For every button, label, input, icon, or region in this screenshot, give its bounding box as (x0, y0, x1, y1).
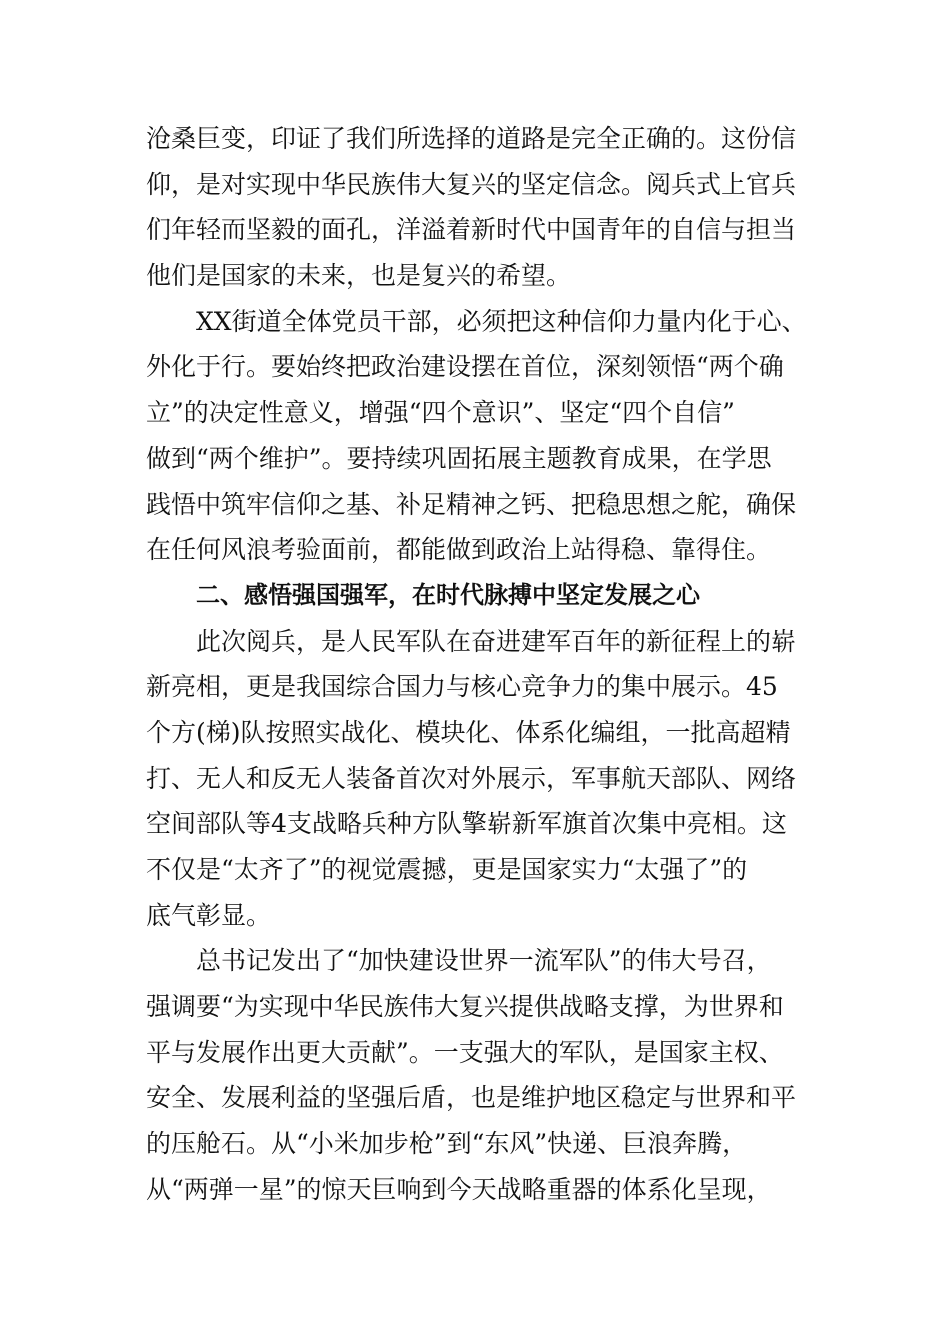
text-line: 总书记发出了“加快建设世界一流军队”的伟大号召， (196, 946, 772, 976)
text-line: 新亮相，更是我国综合国力与核心竞争力的集中展示。45 (146, 672, 778, 702)
text-line: 空间部队等4支战略兵种方队擎崭新军旗首次集中亮相。这 (146, 809, 787, 839)
text-line: 仰，是对实现中华民族伟大复兴的坚定信念。阅兵式上官兵 (146, 169, 797, 199)
text-line: 沧桑巨变，印证了我们所选择的道路是完全正确的。这份信 (146, 124, 797, 153)
text-line: 们年轻而坚毅的面孔，洋溢着新时代中国青年的自信与担当 (146, 215, 797, 245)
text-line: 平与发展作出更大贡献”。一支强大的军队，是国家主权、 (146, 1037, 784, 1067)
paragraph-world-class-army (146, 938, 810, 1212)
document-body (146, 116, 810, 1213)
text-line: 他们是国家的未来，也是复兴的希望。 (146, 261, 572, 291)
text-line: 打、无人和反无人装备首次对外展示，军事航天部队、网络 (146, 763, 797, 793)
section-heading: 二、感悟强国强军，在时代脉搏中坚定发展之心 (196, 580, 700, 609)
paragraph-belief-continued (146, 116, 810, 299)
text-line: 外化于行。要始终把政治建设摆在首位，深刻领悟“两个确 (146, 352, 784, 382)
text-line: XX街道全体党员干部，必须把这种信仰力量内化于心、 (196, 306, 807, 336)
text-line: 从“两弹一星”的惊天巨响到今天战略重器的体系化呈现， (146, 1174, 772, 1204)
text-line: 个方(梯)队按照实战化、模块化、体系化编组，一批高超精 (146, 717, 791, 747)
text-line: 底气彰显。 (146, 900, 272, 930)
text-line: 践悟中筑牢信仰之基、补足精神之钙、把稳思想之舵，确保 (146, 489, 797, 519)
text-line: 在任何风浪考验面前，都能做到政治上站得稳、靠得住。 (146, 535, 772, 565)
paragraph-parade (146, 619, 810, 939)
text-line: 立”的决定性意义，增强“四个意识”、坚定“四个自信” (146, 398, 735, 428)
text-line: 不仅是“太齐了”的视觉震撼，更是国家实力“太强了”的 (146, 855, 748, 884)
paragraph-party-members (146, 299, 810, 573)
text-line: 安全、发展利益的坚强后盾，也是维护地区稳定与世界和平 (146, 1083, 797, 1113)
section-heading-2 (146, 573, 810, 619)
text-line: 的压舱石。从“小米加步枪”到“东风”快递、巨浪奔腾， (146, 1129, 748, 1159)
text-line: 此次阅兵，是人民军队在奋进建军百年的新征程上的崭 (196, 626, 797, 656)
text-line: 强调要“为实现中华民族伟大复兴提供战略支撑，为世界和 (146, 992, 784, 1022)
text-line: 做到“两个维护”。要持续巩固拓展主题教育成果，在学思 (146, 443, 772, 473)
